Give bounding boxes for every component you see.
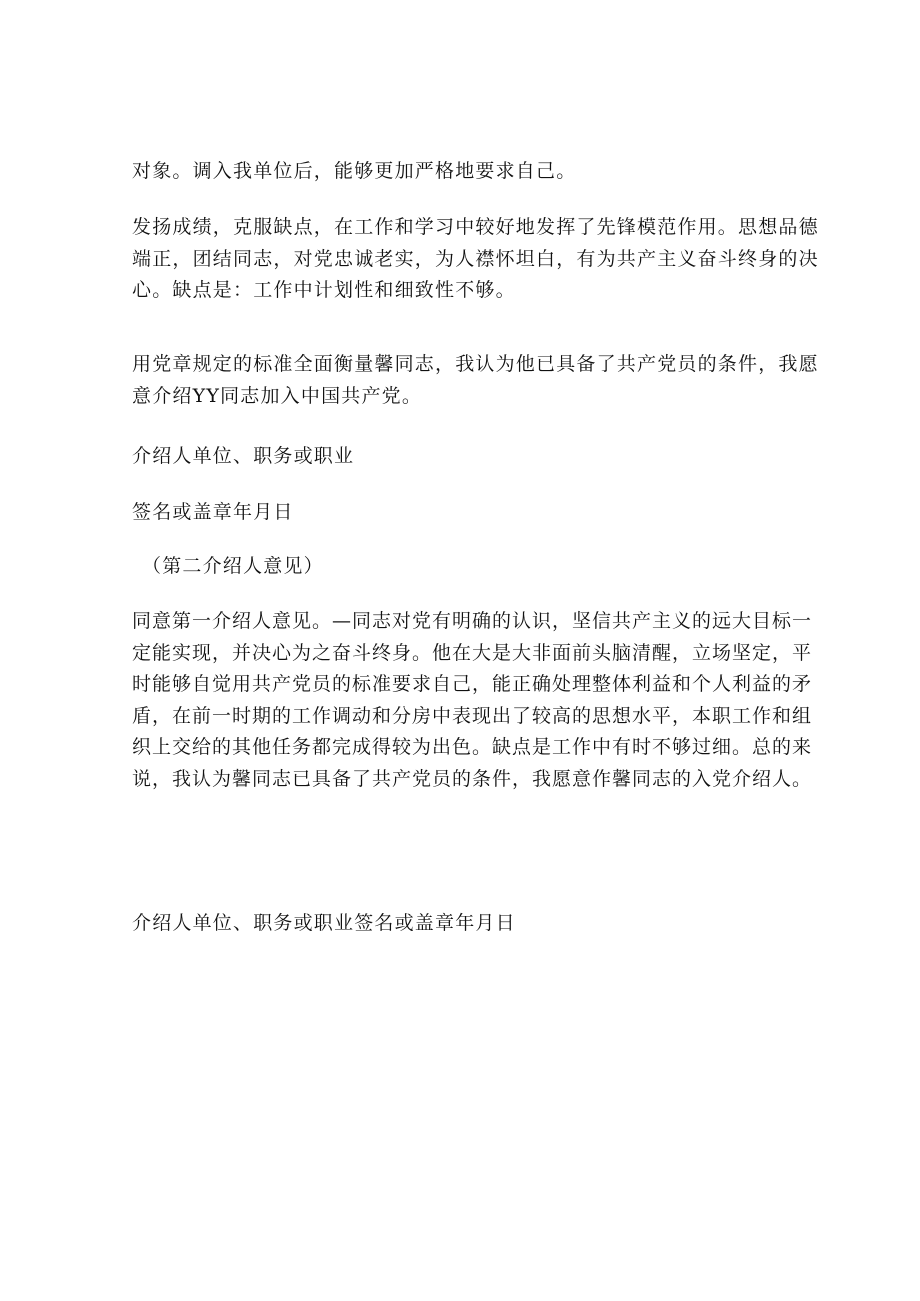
paragraph-first-introducer-evaluation: 发扬成绩，克服缺点，在工作和学习中较好地发挥了先锋模范作用。思想品德端正，团结同志，对党忠诚老实，为人襟怀坦白，有为共产主义奋斗终身的决心。缺点是：工作中计划性和细致性不够。 bbox=[132, 216, 819, 301]
paragraph-intro-continuation: 对象。调入我单位后，能够更加严格地要求自己。 bbox=[132, 160, 577, 182]
introducer-unit-position-label: 介绍人单位、职务或职业 bbox=[132, 445, 355, 467]
introducer-unit-signature-date-label: 介绍人单位、职务或职业签名或盖章年月日 bbox=[132, 912, 516, 934]
paragraph-first-introducer-conclusion: 用党章规定的标准全面衡量馨同志，我认为他已具备了共产党员的条件，我愿意介绍YY同志加入中国共产党。 bbox=[132, 353, 819, 407]
signature-date-label: 签名或盖章年月日 bbox=[132, 501, 294, 523]
second-introducer-heading: （第二介绍人意见） bbox=[142, 555, 324, 577]
paragraph-second-introducer-opinion: 同意第一介绍人意见。—同志对党有明确的认识，坚信共产主义的远大目标一定能实现，并决心为之奋斗终身。他在大是大非面前头脑清醒，立场坚定，平时能够自觉用共产党员的标准要求自己，能正确处理整体利益和个人利益的矛盾，在前一时期的工作调动和分房中表现出了较高的思想水平，本职工作和组织上交给的其他任务都完成得较为出色。缺点是工作中有时不够过细。总的来说，我认为馨同志已具备了共产党员的条件，我愿意作馨同志的入党介绍人。 bbox=[132, 610, 813, 790]
